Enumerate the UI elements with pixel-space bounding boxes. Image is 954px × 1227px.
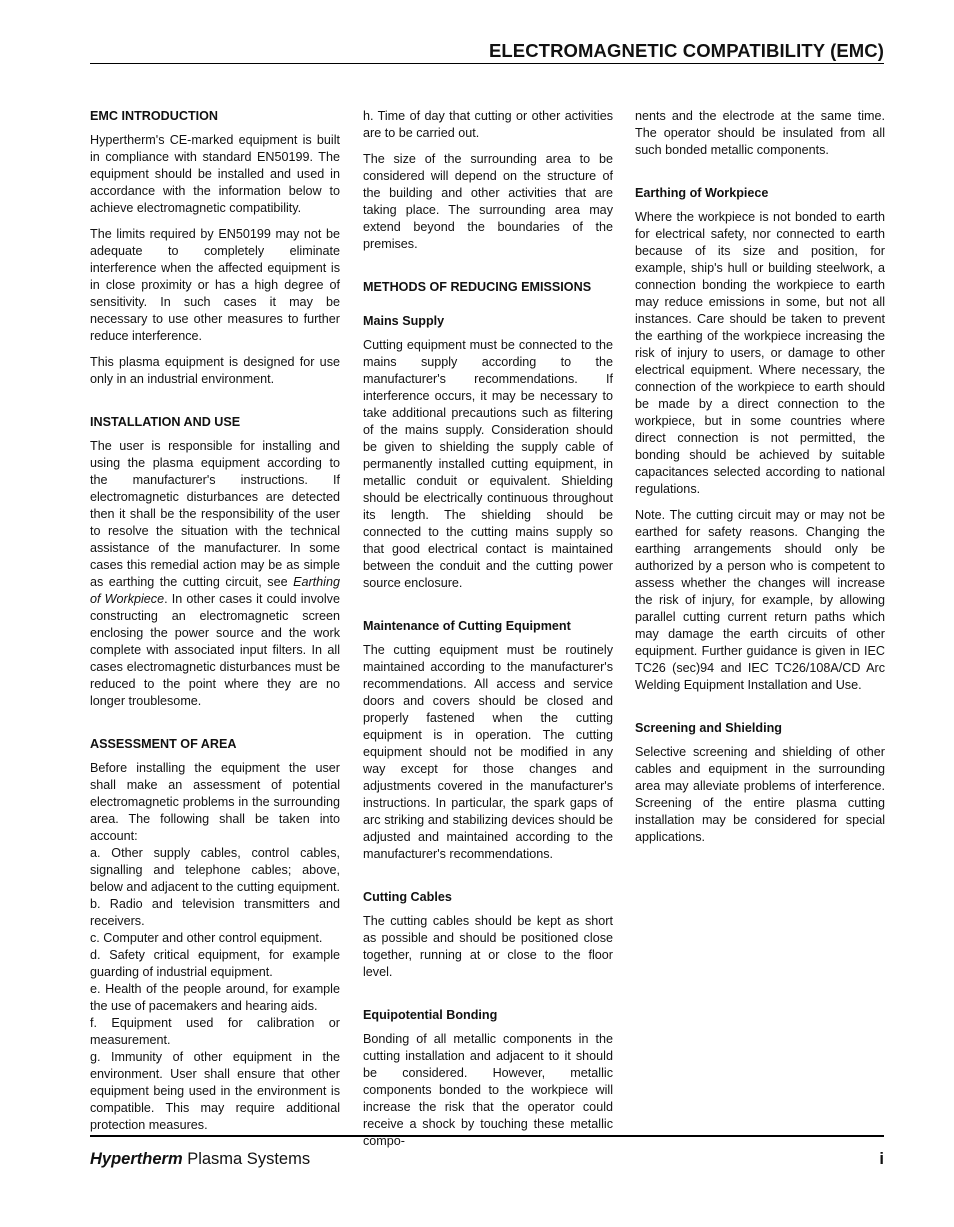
- list-item: g. Immunity of other equipment in the environment. User shall ensure that other equipment being used in the environment is compatible. This may require additional protection measures.: [90, 1050, 340, 1132]
- section-heading-assessment-of-area: ASSESSMENT OF AREA: [90, 737, 237, 751]
- list-item: f. Equipment used for calibration or measurement.: [90, 1016, 340, 1047]
- footer-rule: [90, 1135, 884, 1137]
- section-heading-installation-and-use: INSTALLATION AND USE: [90, 415, 241, 429]
- section-heading-emc-introduction: EMC INTRODUCTION: [90, 109, 219, 123]
- subheading-cutting-cables: Cutting Cables: [363, 890, 452, 904]
- paragraph: Before installing the equipment the user shall make an assessment of potential electromagnetic problems in the surrounding area. The following shall be taken into account:: [90, 761, 340, 843]
- subheading-equipotential-bonding: Equipotential Bonding: [363, 1008, 498, 1022]
- subheading-earthing-of-workpiece: Earthing of Workpiece: [635, 186, 769, 200]
- subheading-mains-supply: Mains Supply: [363, 314, 445, 328]
- paragraph: Selective screening and shielding of other cables and equipment in the surrounding area may alleviate problems of interference. Screening of the entire plasma cutting installation may be considered for special applications.: [635, 745, 885, 844]
- column-1: [90, 108, 340, 1134]
- paragraph: The cutting cables should be kept as short as possible and should be positioned close together, running at or close to the floor level.: [363, 914, 613, 979]
- list-item: h. Time of day that cutting or other activities are to be carried out.: [363, 109, 613, 140]
- list-item: b. Radio and television transmitters and receivers.: [90, 897, 340, 928]
- page-title: ELECTROMAGNETIC COMPATIBILITY (EMC): [488, 40, 884, 61]
- footer-brand: Hypertherm Plasma Systems: [90, 1150, 311, 1168]
- list-item: d. Safety critical equipment, for example guarding of industrial equipment.: [90, 948, 340, 979]
- paragraph: The cutting equipment must be routinely maintained according to the manufacturer's recommendations. All access and service doors and covers should be closed and properly fastened when the cutting equipment is in operation. The cutting equipment should not be modified in any way except for those changes and adjustments covered in the manufacturer's instructions. In particular, the spark gaps of arc striking and stabilizing devices should be adjusted and maintained according to the manufacturer's recommendations.: [363, 643, 613, 861]
- paragraph: Note. The cutting circuit may or may not be earthed for safety reasons. Changing the earthing arrangements should only be authorized by a person who is competent to assess whether the changes will increase the risk of injury, for example, by allowing parallel cutting current return paths which may damage the earth circuits of other equipment. Further guidance is given in IEC TC26 (sec)94 and IEC TC26/108A/CD Arc Welding Equipment Installation and Use.: [635, 508, 885, 692]
- list-item: a. Other supply cables, control cables, signalling and telephone cables; above, below and adjacent to the cutting equipment.: [90, 846, 340, 894]
- cross-reference: Earthing of Workpiece: [90, 575, 340, 606]
- section-heading-methods: METHODS OF REDUCING EMISSIONS: [363, 280, 592, 294]
- paragraph: This plasma equipment is designed for use only in an industrial environment.: [90, 355, 340, 386]
- header-rule: [90, 63, 884, 64]
- list-item: e. Health of the people around, for example the use of pacemakers and hearing aids.: [90, 982, 340, 1013]
- paragraph: The user is responsible for installing and using the plasma equipment according to the manufacturer's instructions. If electromagnetic disturbances are detected then it shall be the responsibility of the user to resolve the situation with the technical assistance of the manufacturer. In some cases this remedial action may be as simple as earthing the cutting circuit, see Earthing of Workpiece. In other cases it could involve constructing an electromagnetic screen enclosing the power source and the work complete with associated input filters. In all cases electromagnetic disturbances must be reduced to the point where they are no longer troublesome.: [90, 439, 340, 708]
- page-number: i: [879, 1150, 884, 1168]
- brand-logo-text: Hypertherm: [90, 1150, 183, 1168]
- subheading-maintenance: Maintenance of Cutting Equipment: [363, 619, 571, 633]
- paragraph: Cutting equipment must be connected to the mains supply according to the manufacturer's recommendations. If interference occurs, it may be necessary to take additional precautions such as filtering of the mains supply. Consideration should be given to shielding the supply cable of permanently installed cutting equipment, in metallic conduit or equivalent. Shielding should be electrically continuous throughout its length. The shielding should be connected to the cutting mains supply so that good electrical contact is maintained between the conduit and the cutting power source enclosure.: [363, 338, 613, 590]
- column-2: [363, 108, 613, 1159]
- paragraph: Hypertherm's CE-marked equipment is built in compliance with standard EN50199. The equipment should be installed and used in accordance with the information below to achieve electromagnetic compatibility.: [90, 133, 340, 215]
- paragraph: The size of the surrounding area to be considered will depend on the structure of the building and other activities that are taking place. The surrounding area may extend beyond the boundaries of the premises.: [363, 152, 613, 251]
- subheading-screening-and-shielding: Screening and Shielding: [635, 721, 782, 735]
- paragraph: The limits required by EN50199 may not be adequate to completely eliminate interference when the affected equipment is in close proximity or has a high degree of sensitivity. In such cases it may be necessary to use other measures to further reduce interference.: [90, 227, 340, 343]
- paragraph: nents and the electrode at the same time. The operator should be insulated from all such bonded metallic components.: [635, 109, 885, 157]
- list-item: c. Computer and other control equipment.: [90, 931, 323, 945]
- paragraph: Where the workpiece is not bonded to earth for electrical safety, nor connected to earth because of its size and position, for example, ship's hull or building steelwork, a connection bonding the workpiece to earth may reduce emissions in some, but not all instances. Care should be taken to prevent the earthing of the workpiece increasing the risk of injury to users, or damage to other electrical equipment. Where necessary, the connection of the workpiece to earth should be made by a direct connection to the workpiece, but in some countries where direct connection is not permitted, the bonding should be achieved by suitable capacitances selected according to national regulations.: [635, 210, 885, 496]
- column-3: [635, 108, 885, 855]
- paragraph: Bonding of all metallic components in the cutting installation and adjacent to it should be considered. However, metallic components bonded to the workpiece will increase the risk that the operator could receive a shock by touching these metallic compo-: [363, 1032, 613, 1148]
